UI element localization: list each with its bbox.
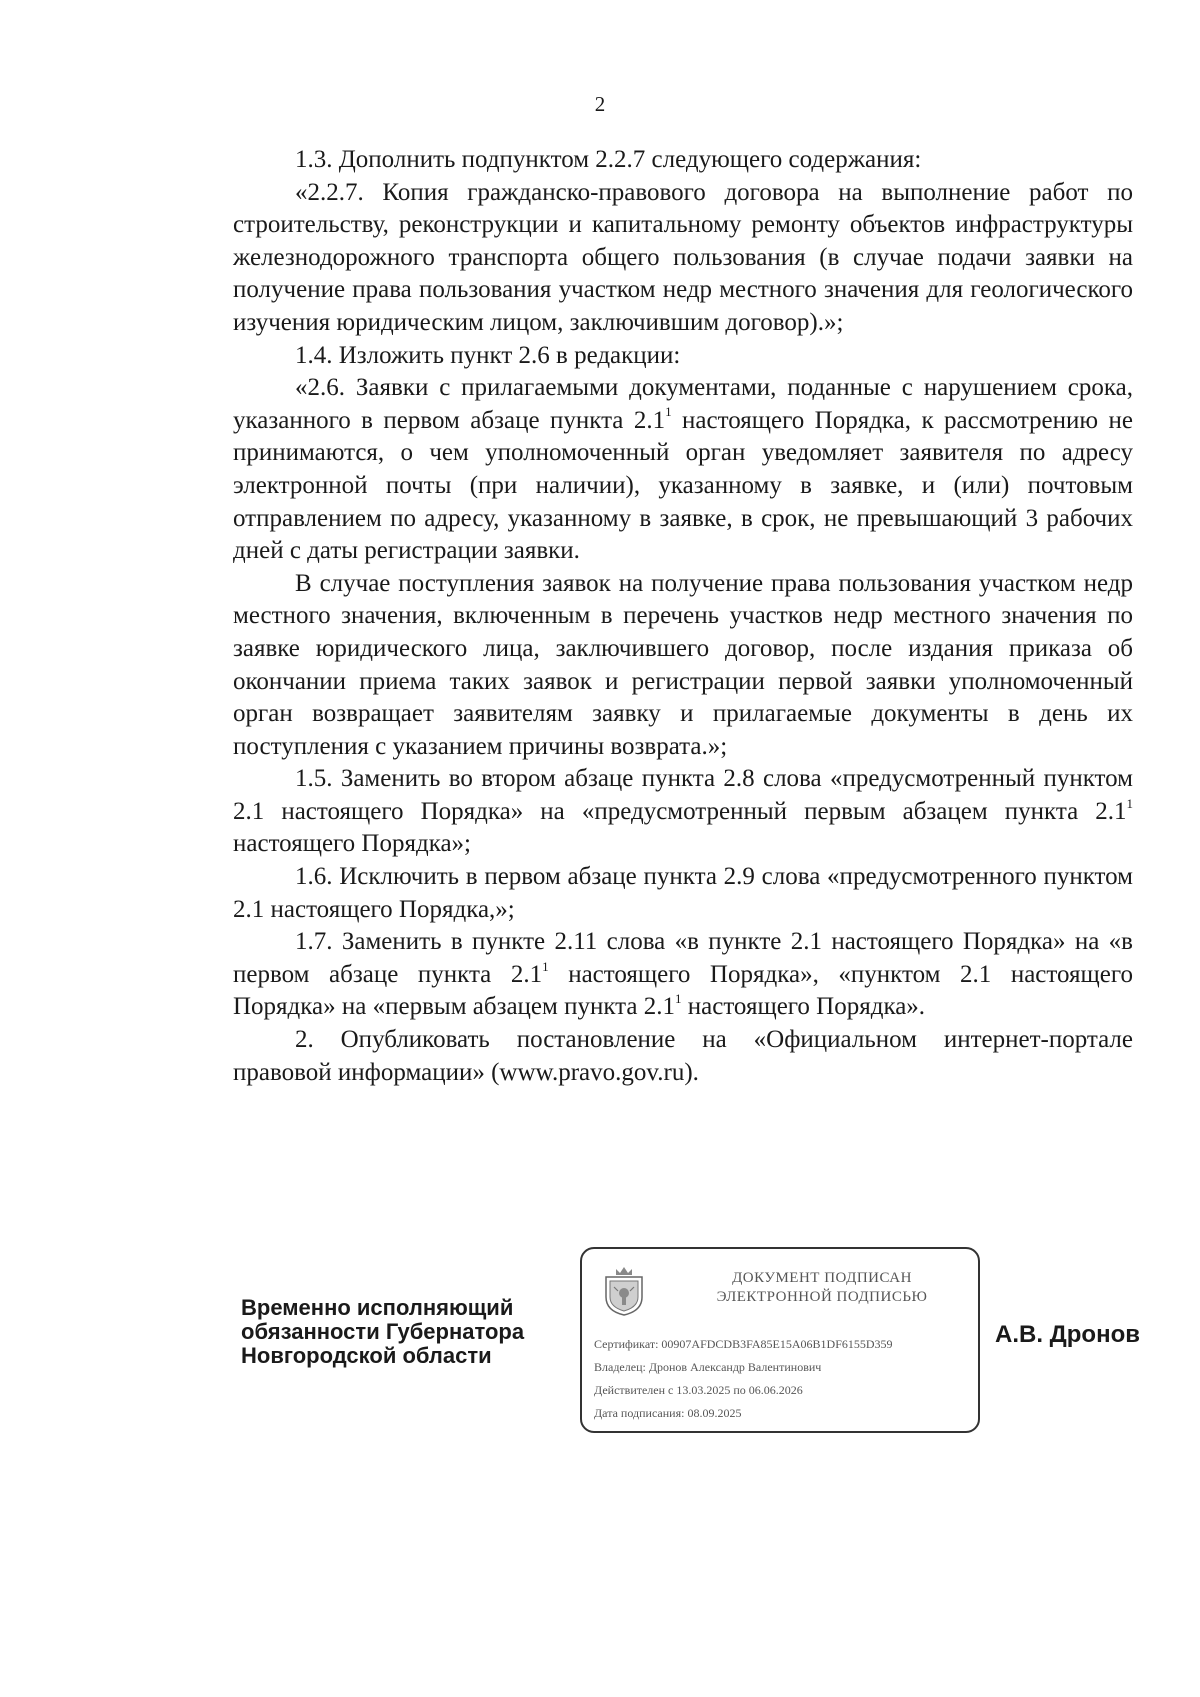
signer-title-line: Новгородской области (241, 1343, 492, 1368)
signing-date: Дата подписания: 08.09.2025 (594, 1406, 742, 1420)
paragraph (233, 763, 1133, 861)
text-fragment: настоящего Порядка», «пунктом 2.1 настоящего Порядка» на «первым абзацем пункта 2.1 (233, 960, 1133, 1021)
signer-title-line: Временно исполняющий (241, 1295, 514, 1320)
coat-of-arms-icon (602, 1263, 646, 1317)
text-fragment: настоящего Порядка, к рассмотрению не принимаются, о чем уполномоченный орган уведомляет заявителя по адресу электронной почты (при наличии), указанному в заявке, и (или) почтовым отправлением по адресу, указанному в заявке, в срок, не превышающий 3 рабочих дней с даты регистрации заявки. (233, 406, 1133, 565)
page-number: 2 (594, 92, 606, 116)
text-fragment: «2.6. Заявки с прилагаемыми документами, поданные с нарушением срока, указанного в первом абзаце пункта 2.1 (233, 374, 1133, 434)
stamp-details (594, 1333, 974, 1425)
stamp-title (672, 1269, 972, 1307)
stamp-title-line: ДОКУМЕНТ ПОДПИСАН (732, 1270, 912, 1286)
text-fragment: настоящего Порядка». (681, 993, 926, 1021)
paragraph: «2.2.7. Копия гражданско-правового договора на выполнение работ по строительству, реконструкции и капитальному ремонту объектов инфраструктуры железнодорожного транспорта общего пользования (в случае подачи заявки на получение права пользования участком недр местного значения для геологического изучения юридическим лицом, заключившим договор).»; (233, 178, 1133, 336)
paragraph: 2. Опубликовать постановление на «Официальном интернет-портале правовой информации» (www.pravo.gov.ru). (233, 1026, 1133, 1086)
certificate-number: Сертификат: 00907AFDCDB3FA85E15A06B1DF6155D359 (594, 1337, 893, 1351)
paragraph: 1.4. Изложить пункт 2.6 в редакции: (295, 341, 681, 369)
paragraph: 1.3. Дополнить подпунктом 2.2.7 следующего содержания: (295, 146, 922, 173)
paragraph: 1.6. Исключить в первом абзаце пункта 2.9 слова «предусмотренного пунктом 2.1 настоящего Порядка,»; (233, 863, 1133, 923)
paragraph (233, 926, 1133, 1024)
superscript: 1 (675, 991, 682, 1007)
superscript: 1 (665, 404, 672, 420)
text-fragment: 1.5. Заменить во втором абзаце пункта 2.8 слова «предусмотренный пунктом 2.1 настоящего Порядка» на «предусмотренный первым абзацем пункта 2.1 (233, 765, 1133, 825)
signer-name: А.В. Дронов (995, 1321, 1140, 1348)
text-fragment: 1.7. Заменить в пункте 2.11 слова «в пункте 2.1 настоящего Порядка» на «в первом абзаце пункта 2.1 (233, 928, 1133, 988)
certificate-owner: Владелец: Дронов Александр Валентинович (594, 1360, 822, 1374)
document-body (233, 144, 1133, 1089)
certificate-validity: Действителен с 13.03.2025 по 06.06.2026 (594, 1383, 803, 1397)
superscript: 1 (542, 958, 549, 974)
text-fragment: настоящего Порядка»; (233, 830, 472, 858)
paragraph (233, 372, 1133, 568)
superscript: 1 (1126, 795, 1133, 811)
signer-title-line: обязанности Губернатора (241, 1319, 525, 1344)
electronic-signature-stamp (580, 1247, 980, 1433)
stamp-title-line: ЭЛЕКТРОННОЙ ПОДПИСЬЮ (716, 1289, 928, 1305)
paragraph: В случае поступления заявок на получение права пользования участком недр местного значения, включенным в перечень участков недр местного значения по заявке юридического лица, заключившего договор, после издания приказа об окончании приема таких заявок и регистрации первой заявки уполномоченный орган возвращает заявителям заявку и прилагаемые документы в день их поступления с указанием причины возврата.»; (233, 569, 1133, 760)
signer-title (241, 1296, 571, 1368)
